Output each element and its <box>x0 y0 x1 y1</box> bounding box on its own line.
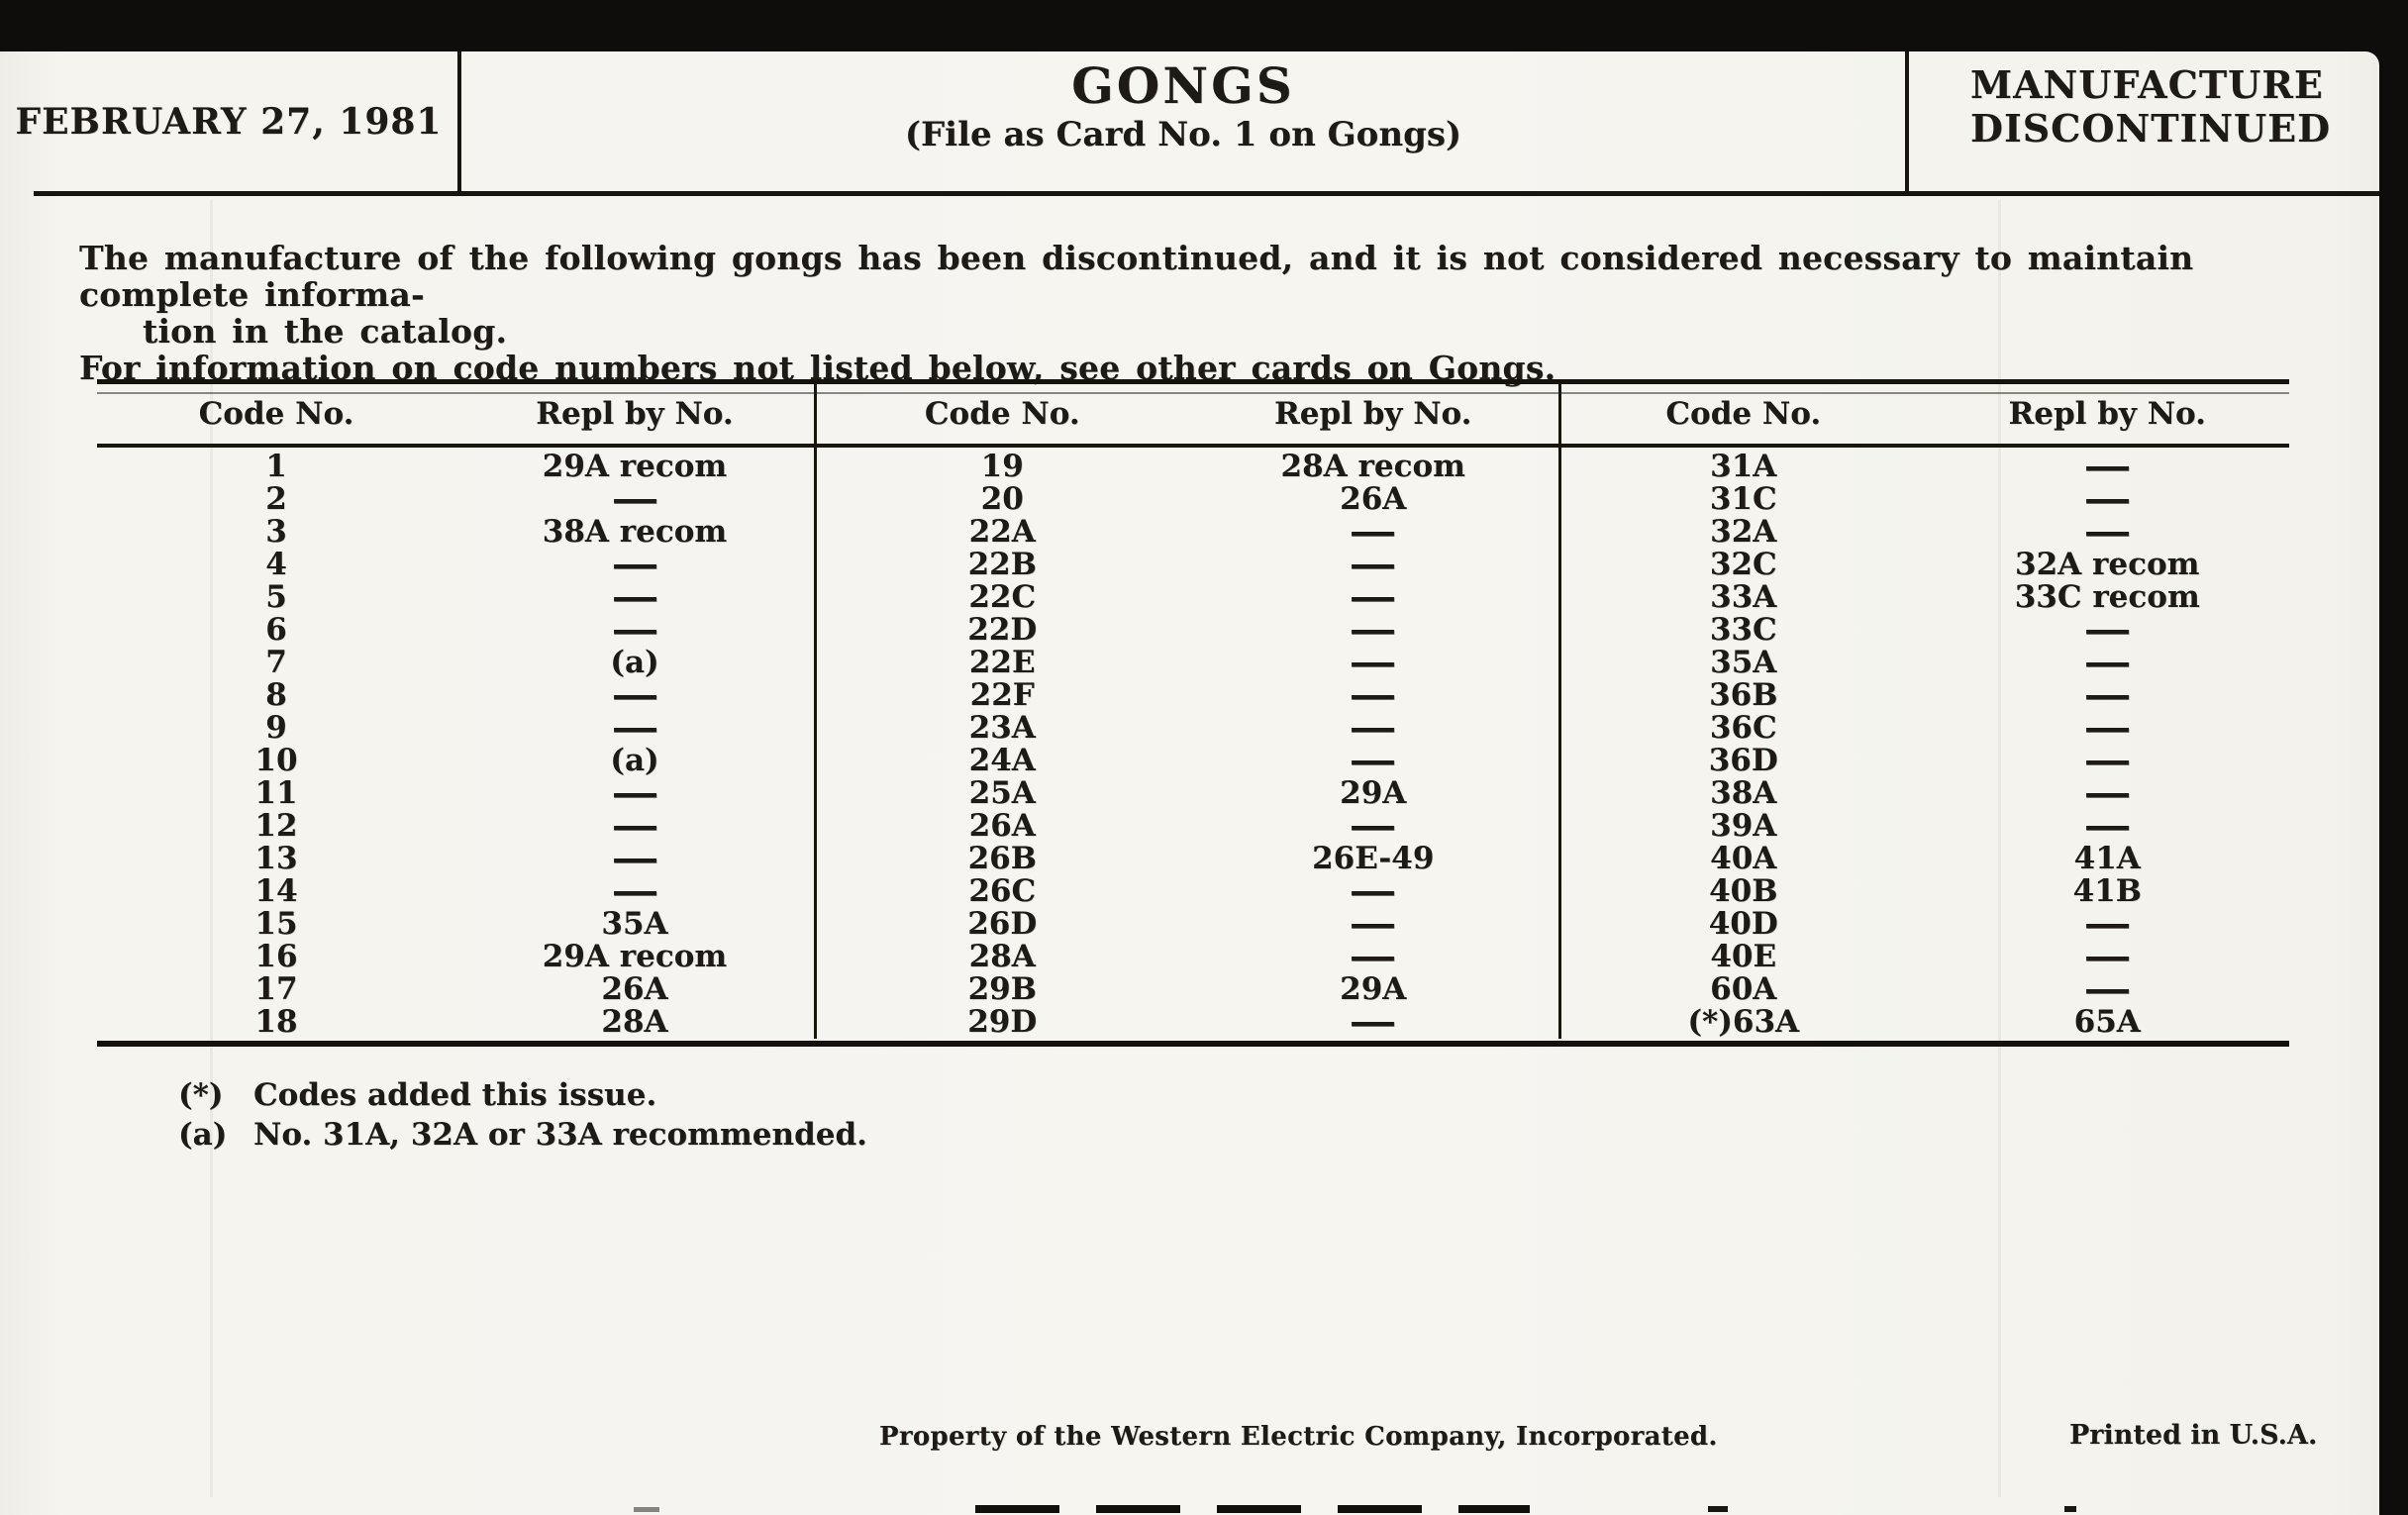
table-cell-repl: 28A <box>601 1004 668 1040</box>
table-row <box>817 640 1558 685</box>
table-cell-code: 40D <box>1708 906 1778 942</box>
page-subtitle: (File as Card No. 1 on Gongs) <box>904 115 1462 154</box>
table-row <box>817 574 1558 620</box>
scan-artifact <box>634 1507 659 1512</box>
issue-date: FEBRUARY 27, 1981 <box>15 100 443 143</box>
table-row <box>97 607 814 653</box>
table-cell-repl: — <box>610 476 659 522</box>
table-row <box>97 973 814 1006</box>
table-cell-repl: (a) <box>610 743 659 778</box>
status-line-1: MANUFACTURE <box>1970 62 2324 107</box>
table-row <box>97 574 814 620</box>
table-cell-code: 25A <box>968 775 1036 811</box>
table-cell-code: 31A <box>1710 449 1777 484</box>
table-cell-code: 22B <box>967 547 1037 582</box>
table-cell-repl: — <box>1349 934 1397 979</box>
table-cell-repl: — <box>1349 901 1397 947</box>
header-rule <box>34 191 2379 196</box>
footnote-recommended <box>178 1117 867 1154</box>
footer-property-line: Property of the Western Electric Company, Incorporated. <box>879 1422 1718 1452</box>
table-row <box>97 451 814 483</box>
table-cell-code: 14 <box>254 873 298 909</box>
table-cell-repl: — <box>2083 901 2132 947</box>
header-divider-right <box>1905 51 1909 191</box>
table-cell-repl: — <box>610 705 659 751</box>
table-cell-repl: 32A recom <box>2015 547 2200 582</box>
table-row <box>817 777 1558 810</box>
table-row <box>1561 803 2289 849</box>
table-cell-repl: — <box>2083 672 2132 718</box>
footnotes <box>178 1077 867 1157</box>
table-cell-code: 16 <box>254 939 298 974</box>
footnote-marker: (a) <box>178 1117 228 1153</box>
table-cell-code: 33A <box>1710 579 1777 615</box>
table-cell-code: 23A <box>968 710 1036 746</box>
table-cell-code: 26C <box>968 873 1037 909</box>
table-row <box>1561 770 2289 816</box>
table-cell-code: 40E <box>1710 939 1777 974</box>
table-cell-repl: 29A <box>1340 775 1407 811</box>
table-row <box>817 738 1558 783</box>
table-row <box>1561 738 2289 783</box>
footnote-text: Codes added this issue. <box>253 1077 657 1113</box>
table-cell-code: 22F <box>969 677 1035 713</box>
table-row <box>97 941 814 973</box>
table-cell-code: 26A <box>968 808 1036 844</box>
table-cell-repl: — <box>610 770 659 816</box>
table-cell-repl: 26A <box>601 971 668 1007</box>
table-row <box>1561 581 2289 614</box>
table-row <box>817 672 1558 718</box>
table-cell-repl: — <box>1349 868 1397 914</box>
table-cell-code: 24A <box>968 743 1036 778</box>
table-cell-code: 18 <box>254 1004 298 1040</box>
table-row <box>1561 966 2289 1012</box>
table-cell-code: 32C <box>1709 547 1777 582</box>
table-cell-repl: 41A <box>2073 841 2141 876</box>
table-rows <box>97 448 814 1039</box>
table-cell-code: 9 <box>265 710 287 746</box>
table-row <box>817 607 1558 653</box>
table-cell-code: 4 <box>265 547 287 582</box>
table-cell-repl: — <box>1349 738 1397 783</box>
table-cell-repl: 26E-49 <box>1312 841 1435 876</box>
table-cell-repl: — <box>2083 803 2132 849</box>
table-cell-repl: — <box>1349 509 1397 555</box>
table-row <box>97 908 814 941</box>
table-groups <box>97 384 2289 1045</box>
table-cell-repl: — <box>1349 640 1397 685</box>
table-cell-code: 40A <box>1710 841 1777 876</box>
header-title-block <box>461 56 1905 156</box>
table-row <box>817 705 1558 751</box>
page-title: GONGS <box>1071 56 1295 115</box>
column-header-code: Code No. <box>924 396 1080 432</box>
column-header-repl: Repl by No. <box>536 396 734 432</box>
table-row <box>817 934 1558 979</box>
table-cell-repl: 29A recom <box>542 449 728 484</box>
column-header-code: Code No. <box>198 396 354 432</box>
table-cell-repl: 38A recom <box>542 514 728 550</box>
table-cell-code: 1 <box>265 449 287 484</box>
intro-line-1: The manufacture of the following gongs has been discontinued, and it is not considered necessary to maintain complete informa- <box>79 239 2194 314</box>
table-cell-code: 32A <box>1710 514 1777 550</box>
table-row <box>1561 901 2289 947</box>
table-cell-repl: — <box>610 672 659 718</box>
table-cell-repl: 26A <box>1340 481 1407 517</box>
table-cell-repl: — <box>1349 607 1397 653</box>
table-row <box>97 1006 814 1039</box>
table-row <box>817 509 1558 555</box>
table-cell-code: 6 <box>265 612 287 648</box>
table-cell-code: 8 <box>265 677 287 713</box>
table-row <box>1561 444 2289 489</box>
table-cell-code: 36B <box>1709 677 1778 713</box>
scan-fold-line <box>1998 200 2001 1497</box>
table-row <box>1561 672 2289 718</box>
table-cell-repl: — <box>1349 705 1397 751</box>
table-group-3 <box>1558 384 2289 1039</box>
table-cell-code: 36D <box>1708 743 1778 778</box>
footnote-marker: (*) <box>178 1077 224 1113</box>
table-cell-repl: — <box>610 868 659 914</box>
table-cell-repl: 33C recom <box>2014 579 2200 615</box>
column-header-repl: Repl by No. <box>2008 396 2206 432</box>
table-top-ghost-rule <box>97 392 2289 394</box>
table-cell-code: 31C <box>1709 481 1777 517</box>
table-row <box>817 901 1558 947</box>
table-cell-code: 29D <box>967 1004 1038 1040</box>
table-cell-repl: — <box>1349 574 1397 620</box>
table-cell-repl: (a) <box>610 645 659 680</box>
table-rows <box>817 448 1558 1045</box>
table-cell-repl: — <box>1349 803 1397 849</box>
table-cell-code: 11 <box>254 775 298 811</box>
table-cell-code: 17 <box>254 971 298 1007</box>
table-row <box>817 973 1558 1006</box>
table-row <box>97 542 814 587</box>
table-cell-repl: — <box>2083 607 2132 653</box>
table-cell-repl: — <box>2083 640 2132 685</box>
table-cell-repl: — <box>2083 738 2132 783</box>
table-cell-code: 28A <box>968 939 1036 974</box>
table-row <box>817 803 1558 849</box>
table-cell-code: 19 <box>980 449 1024 484</box>
table-cell-code: 36C <box>1709 710 1777 746</box>
table-row <box>97 705 814 751</box>
table-cell-repl: — <box>610 574 659 620</box>
intro-line-3: For information on code numbers not listed below, see other cards on Gongs. <box>79 349 1556 387</box>
table-row <box>97 476 814 522</box>
table-cell-code: 7 <box>265 645 287 680</box>
table-cell-code: 10 <box>254 743 298 778</box>
table-group-1 <box>97 384 814 1039</box>
table-row <box>1561 607 2289 653</box>
table-group-2 <box>814 384 1558 1045</box>
table-cell-code: 38A <box>1710 775 1777 811</box>
table-cell-code: 22C <box>968 579 1037 615</box>
table-row <box>97 770 814 816</box>
table-cell-code: 22A <box>968 514 1036 550</box>
scan-artifact <box>2064 1506 2076 1512</box>
table-cell-code: 26D <box>967 906 1038 942</box>
column-header-repl: Repl by No. <box>1274 396 1472 432</box>
table-row <box>97 672 814 718</box>
table-cell-repl: — <box>2083 476 2132 522</box>
table-cell-repl: — <box>610 836 659 881</box>
table-row <box>97 803 814 849</box>
scan-fold-line <box>210 200 213 1497</box>
table-cell-repl: — <box>2083 966 2132 1012</box>
table-cell-repl: — <box>2083 444 2132 489</box>
footer-printed-line: Printed in U.S.A. <box>2069 1420 2318 1451</box>
table-cell-repl: — <box>1349 542 1397 587</box>
table-row <box>97 745 814 777</box>
table-cell-code: 5 <box>265 579 287 615</box>
table-cell-code: 12 <box>254 808 298 844</box>
table-row <box>1561 549 2289 581</box>
table-cell-code: 39A <box>1710 808 1777 844</box>
discontinued-codes-table <box>97 379 2289 1047</box>
status-stamp <box>1970 63 2331 151</box>
footnote-codes-added <box>178 1077 867 1114</box>
table-row <box>1561 705 2289 751</box>
table-cell-code: 26B <box>967 841 1037 876</box>
table-cell-code: 40B <box>1709 873 1778 909</box>
table-cell-repl: — <box>2083 509 2132 555</box>
table-cell-code: 22E <box>968 645 1036 680</box>
table-row <box>817 451 1558 483</box>
table-cell-repl: 41B <box>2072 873 2142 909</box>
table-row <box>817 483 1558 516</box>
table-cell-code: 20 <box>980 481 1024 517</box>
table-cell-code: 35A <box>1710 645 1777 680</box>
table-cell-repl: — <box>610 607 659 653</box>
intro-line-2: tion in the catalog. <box>143 312 508 351</box>
table-cell-repl: — <box>610 542 659 587</box>
table-row <box>817 999 1558 1045</box>
column-header-code: Code No. <box>1665 396 1822 432</box>
table-cell-code: (*)63A <box>1687 1004 1800 1040</box>
table-cell-code: 22D <box>967 612 1038 648</box>
table-row <box>97 868 814 914</box>
table-cell-repl: — <box>2083 934 2132 979</box>
table-cell-code: 3 <box>265 514 287 550</box>
table-cell-code: 29B <box>967 971 1037 1007</box>
scan-artifact <box>1708 1506 1728 1512</box>
table-cell-repl: 35A <box>601 906 668 942</box>
table-row <box>1561 476 2289 522</box>
table-row <box>97 516 814 549</box>
table-row <box>817 542 1558 587</box>
table-cell-code: 13 <box>254 841 298 876</box>
table-cell-repl: 29A recom <box>542 939 728 974</box>
table-row <box>97 647 814 679</box>
table-cell-code: 60A <box>1710 971 1777 1007</box>
table-cell-repl: 65A <box>2073 1004 2141 1040</box>
table-row <box>1561 509 2289 555</box>
table-cell-code: 33C <box>1709 612 1777 648</box>
status-line-2: DISCONTINUED <box>1970 106 2332 151</box>
catalog-card <box>0 51 2379 1515</box>
table-row <box>1561 640 2289 685</box>
table-rows <box>1561 444 2289 1040</box>
scan-artifact <box>975 1505 1530 1513</box>
table-row <box>817 843 1558 875</box>
table-row <box>817 868 1558 914</box>
table-row <box>1561 934 2289 979</box>
footnote-text: No. 31A, 32A or 33A recommended. <box>253 1117 867 1153</box>
table-cell-code: 15 <box>254 906 298 942</box>
table-cell-repl: 28A recom <box>1280 449 1465 484</box>
table-cell-repl: 29A <box>1340 971 1407 1007</box>
table-row <box>1561 1006 2289 1039</box>
table-row <box>97 836 814 881</box>
table-cell-code: 2 <box>265 481 287 517</box>
table-cell-repl: — <box>1349 672 1397 718</box>
table-cell-repl: — <box>610 803 659 849</box>
table-cell-repl: — <box>2083 705 2132 751</box>
table-cell-repl: — <box>1349 999 1397 1045</box>
table-cell-repl: — <box>2083 770 2132 816</box>
table-row <box>1561 875 2289 908</box>
table-row <box>1561 843 2289 875</box>
